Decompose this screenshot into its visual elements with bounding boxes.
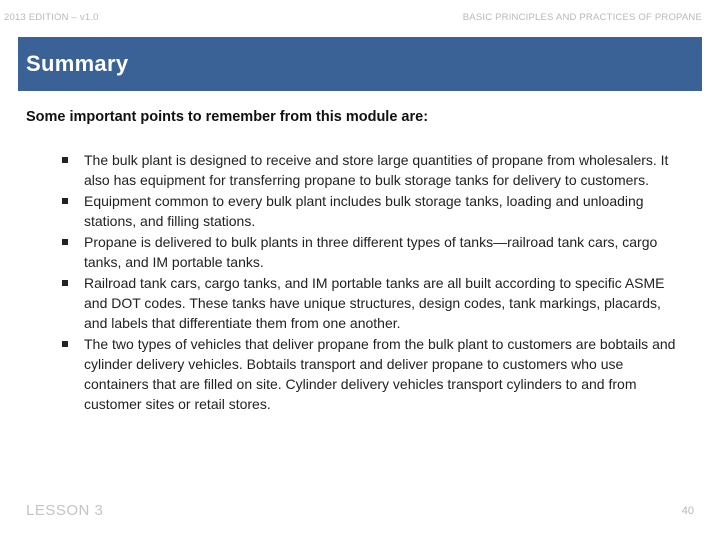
bullet-text: The two types of vehicles that deliver propane from the bulk plant to customers are bobtails and cylinder delivery vehicles. Bobtails transport and deliver propane to customers who use containers that are filled on site. Cylinder delivery vehicles transport cylinders to and from customer sites or retail stores. bbox=[84, 336, 676, 412]
square-bullet-icon bbox=[62, 239, 68, 245]
square-bullet-icon bbox=[62, 341, 68, 347]
bullet-item bbox=[62, 232, 682, 272]
intro-text: Some important points to remember from this module are: bbox=[26, 109, 429, 125]
bullet-text: Equipment common to every bulk plant includes bulk storage tanks, loading and unloading stations, and filling stations. bbox=[84, 193, 644, 229]
square-bullet-icon bbox=[62, 198, 68, 204]
bullet-list bbox=[62, 150, 682, 415]
edition-label: 2013 EDITION – v1.0 bbox=[4, 12, 99, 23]
bullet-item bbox=[62, 191, 682, 231]
title-banner bbox=[18, 37, 702, 91]
bullet-text: Railroad tank cars, cargo tanks, and IM portable tanks are all built according to specific ASME and DOT codes. These tanks have unique structures, design codes, tank markings, placards, and labels that differentiate them from one another. bbox=[84, 275, 665, 331]
course-title: BASIC PRINCIPLES AND PRACTICES OF PROPANE bbox=[462, 12, 702, 23]
page-number: 40 bbox=[681, 505, 694, 517]
square-bullet-icon bbox=[62, 280, 68, 286]
bullet-item bbox=[62, 150, 682, 190]
bullet-item bbox=[62, 334, 682, 414]
bullet-text: Propane is delivered to bulk plants in three different types of tanks—railroad tank cars, cargo tanks, and IM portable tanks. bbox=[84, 234, 658, 270]
page-title: Summary bbox=[26, 51, 129, 76]
bullet-item bbox=[62, 273, 682, 333]
lesson-label: LESSON 3 bbox=[26, 502, 104, 519]
bullet-text: The bulk plant is designed to receive and store large quantities of propane from wholesalers. It also has equipment for transferring propane to bulk storage tanks for delivery to customers. bbox=[84, 152, 669, 188]
square-bullet-icon bbox=[62, 157, 68, 163]
